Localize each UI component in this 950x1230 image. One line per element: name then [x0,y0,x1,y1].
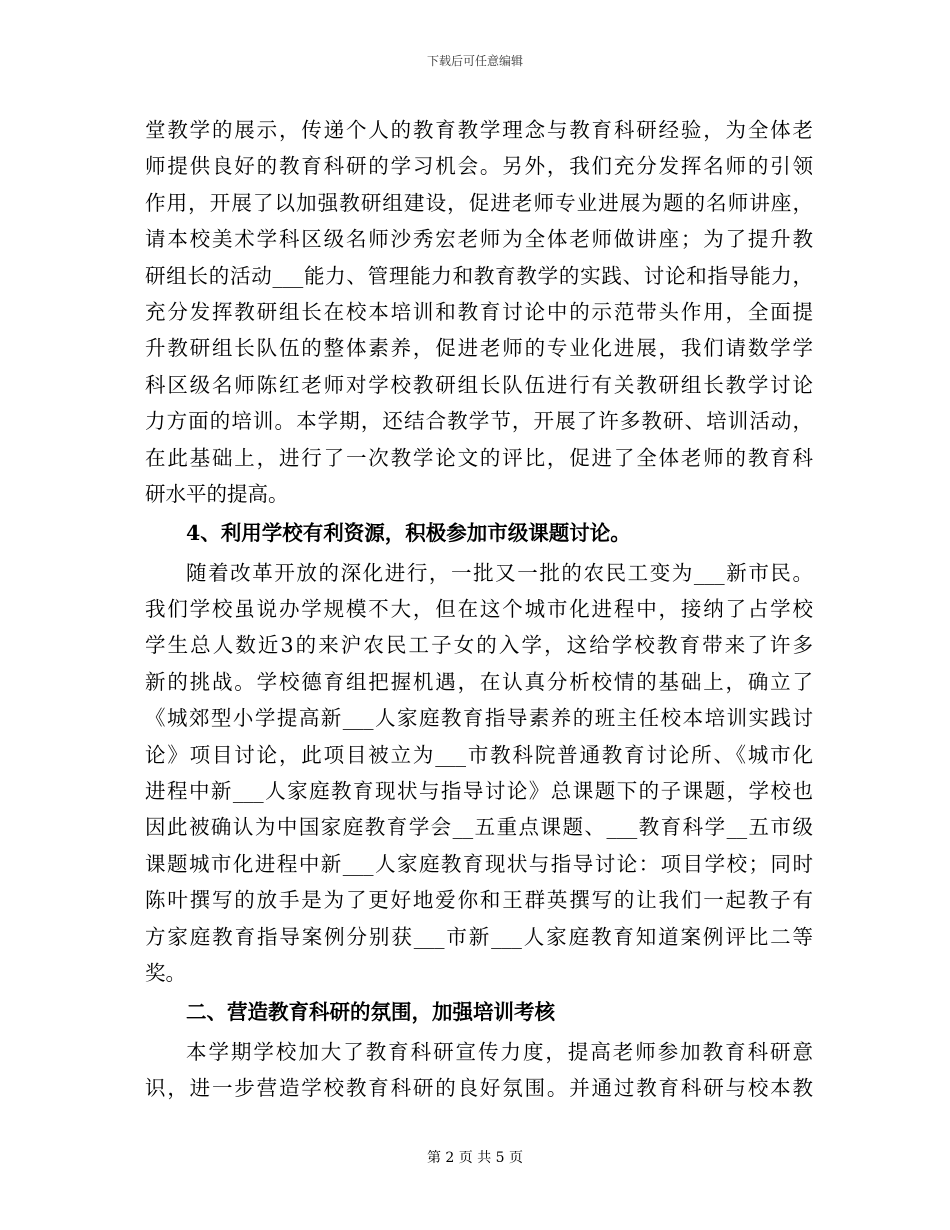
text-line: 学生总人数近3的来沪农民工子女的入学，这给学校教育带来了许多 [145,633,813,658]
text-line: 因此被确认为中国家庭教育学会__五重点课题、___教育科学__五市级 [145,815,813,840]
text-line: 《城郊型小学提高新___人家庭教育指导素养的班主任校本培训实践讨 [145,706,813,731]
text-line: 论》项目讨论，此项目被立为___市教科院普通教育讨论所、《城市化 [145,742,813,767]
text-line: 科区级名师陈红老师对学校教研组长队伍进行有关教研组长教学讨论 [145,372,813,397]
text-line: 新的挑战。学校德育组把握机遇，在认真分析校情的基础上，确立了 [145,669,813,694]
section-heading: 二、营造教育科研的氛围，加强培训考核 [186,1000,555,1025]
text-line: 力方面的培训。本学期，还结合教学节，开展了许多教研、培训活动， [145,409,813,434]
text-line: 进程中新___人家庭教育现状与指导讨论》总课题下的子课题，学校也 [145,779,813,804]
text-line: 研组长的活动___能力、管理能力和教育教学的实践、讨论和指导能力， [145,263,813,288]
section-heading: 4、利用学校有利资源，积极参加市级课题讨论。 [186,521,631,546]
text-line: 充分发挥教研组长在校本培训和教育讨论中的示范带头作用，全面提 [145,299,813,324]
document-body [145,112,813,1107]
paragraph [145,112,813,512]
paragraph [145,555,813,992]
page-header: 下载后可任意编辑 [426,54,523,68]
page-number: 第 2 页 共 5 页 [426,1150,524,1166]
text-line: 本学期学校加大了教育科研宣传力度，提高老师参加教育科研意 [186,1039,813,1064]
text-line: 作用，开展了以加强教研组建设，促进老师专业进展为题的名师讲座， [145,190,813,215]
text-line: 奖。 [145,960,186,985]
text-line: 研水平的提高。 [145,481,289,506]
text-line: 识，进一步营造学校教育科研的良好氛围。并通过教育科研与校本教 [145,1076,813,1101]
text-line: 堂教学的展示，传递个人的教育教学理念与教育科研经验，为全体老 [145,118,813,142]
text-line: 师提供良好的教育科研的学习机会。另外，我们充分发挥名师的引领 [145,154,813,179]
text-line: 升教研组长队伍的整体素养，促进老师的专业化进展，我们请数学学 [145,336,813,361]
text-line: 课题城市化进程中新___人家庭教育现状与指导讨论：项目学校；同时 [145,851,813,876]
text-line: 陈叶撰写的放手是为了更好地爱你和王群英撰写的让我们一起教子有 [145,888,813,913]
text-line: 我们学校虽说办学规模不大，但在这个城市化进程中，接纳了占学校 [145,597,813,622]
text-line: 方家庭教育指导案例分别获___市新___人家庭教育知道案例评比二等 [145,924,813,949]
text-line: 随着改革开放的深化进行，一批又一批的农民工变为___新市民。 [186,560,813,585]
paragraph [145,1034,813,1107]
text-line: 在此基础上，进行了一次教学论文的评比，促进了全体老师的教育科 [145,445,813,470]
text-line: 请本校美术学科区级名师沙秀宏老师为全体老师做讲座；为了提升教 [145,227,813,252]
